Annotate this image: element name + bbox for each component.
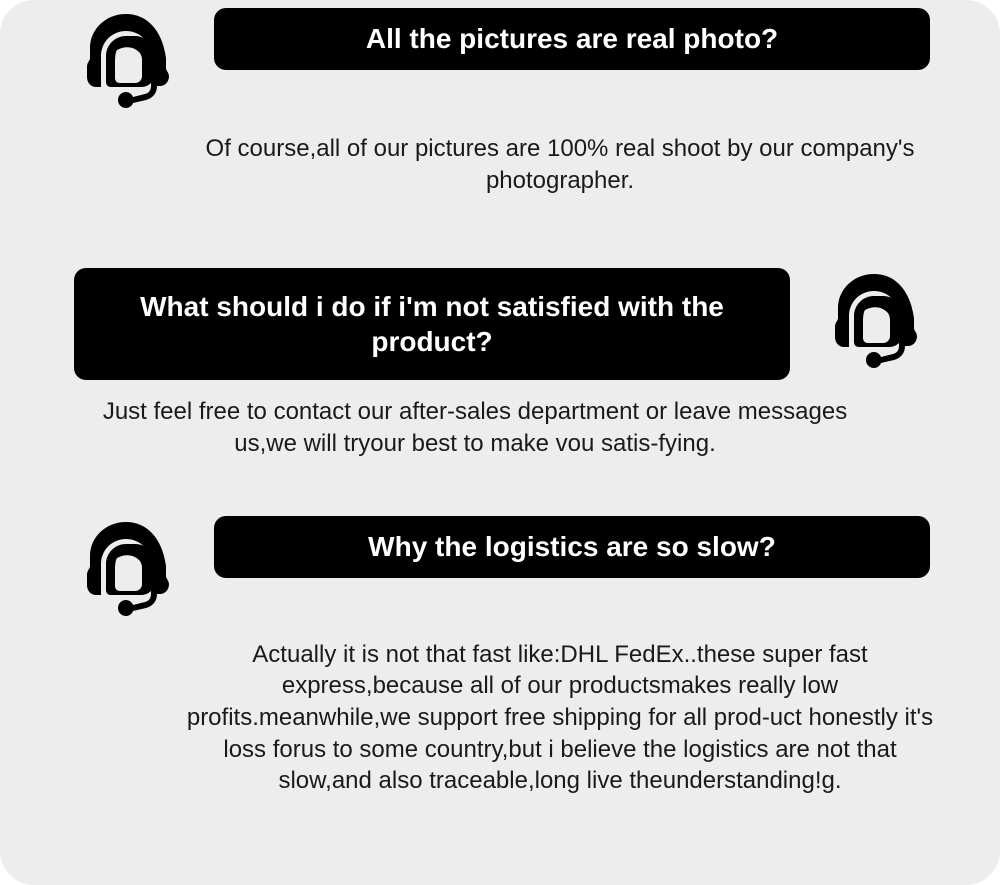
headset-agent-icon [820,268,928,376]
faq-item-1 [0,0,1000,196]
faq-question-2: What should i do if i'm not satisfied with the product? [74,268,790,380]
faq-item-2-header [0,268,1000,380]
faq-item-3 [0,516,1000,797]
faq-item-2 [0,268,1000,459]
faq-answer-3: Actually it is not that fast like:DHL FedEx..these super fast express,because all of our productsmakes really low profits.meanwhile,we support free shipping for all prod-uct honestly it's loss forus to some country,but i believe the logistics are not that slow,and also traceable,long live theunderstanding!g. [186,640,934,795]
faq-question-1: All the pictures are real photo? [214,8,930,70]
headset-agent-icon [72,8,180,116]
headset-agent-icon [72,516,180,624]
faq-item-1-header [0,8,1000,116]
faq-question-3: Why the logistics are so slow? [214,516,930,578]
faq-item-3-header [0,516,1000,624]
faq-answer-2: Just feel free to contact our after-sales department or leave messages us,we will tryour best to make vou satis-fying. [102,398,848,458]
faq-answer-1: Of course,all of our pictures are 100% real shoot by our company's photographer. [205,135,915,194]
